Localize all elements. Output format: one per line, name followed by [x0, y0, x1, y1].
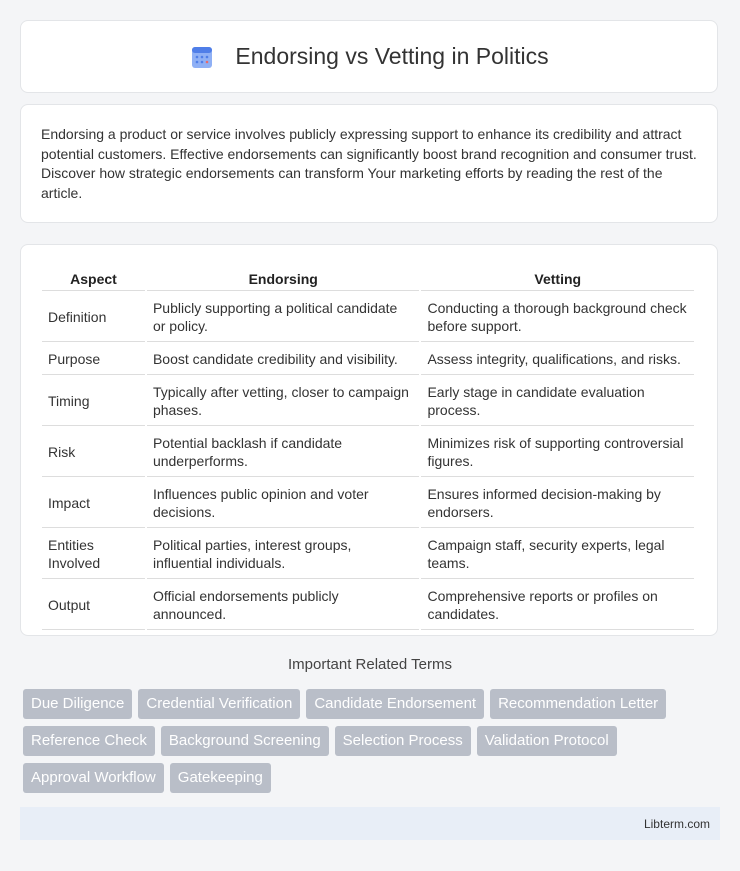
footer-site-link[interactable]: Libterm.com — [643, 817, 710, 831]
term-tag[interactable]: Approval Workflow — [23, 763, 164, 793]
term-tag[interactable]: Due Diligence — [23, 689, 132, 719]
row-aspect: Risk — [42, 428, 145, 477]
table-row — [42, 530, 694, 579]
row-aspect: Definition — [42, 293, 145, 342]
term-tag[interactable]: Validation Protocol — [477, 726, 617, 756]
row-endorsing: Influences public opinion and voter decisions. — [147, 479, 420, 528]
term-tag[interactable]: Recommendation Letter — [490, 689, 666, 719]
page-title: Endorsing vs Vetting in Politics — [235, 43, 549, 69]
row-vetting: Comprehensive reports or profiles on candidates. — [421, 581, 694, 630]
header-vetting: Vetting — [421, 267, 694, 291]
table-row — [42, 293, 694, 342]
term-tag[interactable]: Selection Process — [335, 726, 471, 756]
row-aspect: Timing — [42, 377, 145, 426]
intro-card — [20, 104, 718, 223]
row-vetting: Minimizes risk of supporting controversial figures. — [421, 428, 694, 477]
table-row — [42, 377, 694, 426]
row-aspect: Impact — [42, 479, 145, 528]
header-card — [20, 20, 718, 93]
row-vetting: Campaign staff, security experts, legal teams. — [421, 530, 694, 579]
row-vetting: Ensures informed decision-making by endorsers. — [421, 479, 694, 528]
row-endorsing: Typically after vetting, closer to campaign phases. — [147, 377, 420, 426]
related-terms-list — [23, 689, 723, 793]
related-terms-title: Important Related Terms — [288, 656, 452, 673]
row-endorsing: Official endorsements publicly announced. — [147, 581, 420, 630]
table-row — [42, 344, 694, 375]
document-list-icon — [189, 44, 215, 70]
row-endorsing: Political parties, interest groups, influential individuals. — [147, 530, 420, 579]
header-endorsing: Endorsing — [147, 267, 420, 291]
table-row — [42, 428, 694, 477]
comparison-table-card — [20, 244, 718, 636]
row-aspect: Output — [42, 581, 145, 630]
row-vetting: Assess integrity, qualifications, and risks. — [421, 344, 694, 375]
term-tag[interactable]: Gatekeeping — [170, 763, 271, 793]
table-row — [42, 581, 694, 630]
footer — [20, 807, 720, 840]
table-header-row — [42, 267, 694, 291]
row-vetting: Early stage in candidate evaluation process. — [421, 377, 694, 426]
header-aspect: Aspect — [42, 267, 145, 291]
row-endorsing: Potential backlash if candidate underperforms. — [147, 428, 420, 477]
term-tag[interactable]: Background Screening — [161, 726, 329, 756]
term-tag[interactable]: Reference Check — [23, 726, 155, 756]
row-endorsing: Boost candidate credibility and visibility. — [147, 344, 420, 375]
row-aspect: Entities Involved — [42, 530, 145, 579]
term-tag[interactable]: Candidate Endorsement — [306, 689, 484, 719]
comparison-table — [40, 265, 696, 632]
row-endorsing: Publicly supporting a political candidate or policy. — [147, 293, 420, 342]
intro-text: Endorsing a product or service involves publicly expressing support to enhance its credibility and attract potential customers. Effective endorsements can significantly boost brand recognition and consumer trust. Discover how strategic endorsements can transform Your marketing efforts by reading the rest of the article. — [41, 126, 697, 201]
table-row — [42, 479, 694, 528]
row-vetting: Conducting a thorough background check before support. — [421, 293, 694, 342]
term-tag[interactable]: Credential Verification — [138, 689, 300, 719]
row-aspect: Purpose — [42, 344, 145, 375]
